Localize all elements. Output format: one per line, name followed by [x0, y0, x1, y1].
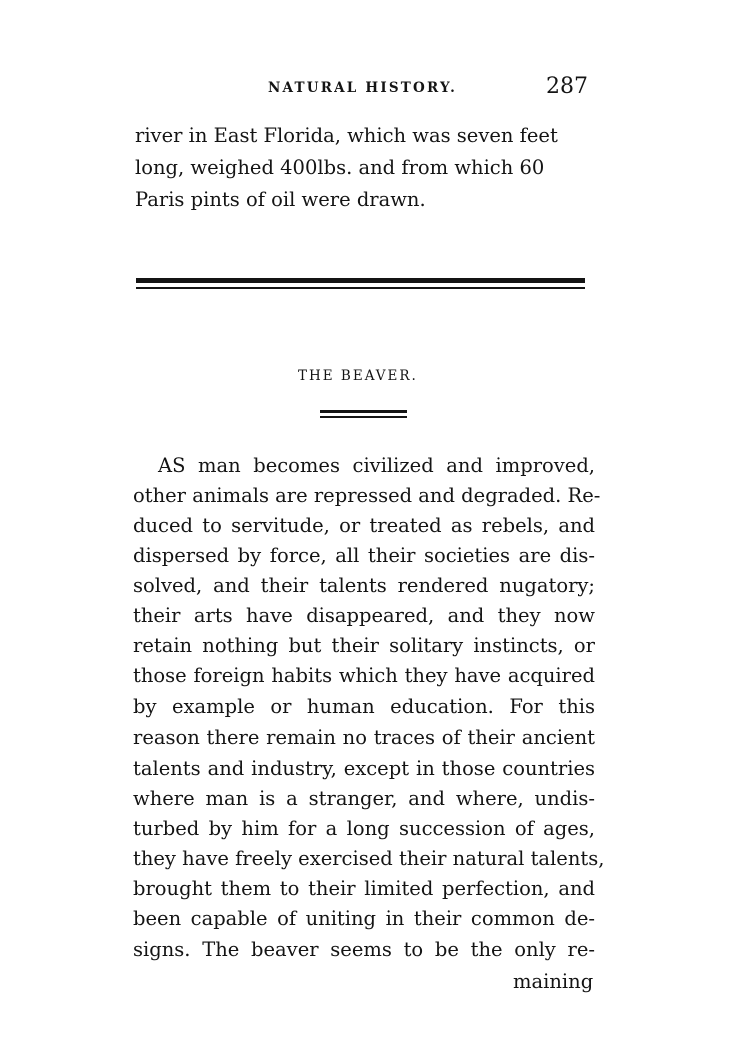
section-title: THE BEAVER.	[298, 368, 418, 384]
section-divider-thick	[136, 278, 585, 283]
paragraph-line: AS man becomes civilized and improved,	[158, 454, 595, 477]
paragraph-line: turbed by him for a long succession of ages,	[133, 817, 595, 840]
continuation-line: river in East Florida, which was seven feet	[135, 124, 558, 147]
paragraph-line: those foreign habits which they have acquired	[133, 664, 595, 687]
paragraph-line: by example or human education. For this	[133, 695, 595, 718]
title-ornament-thick	[320, 410, 407, 413]
paragraph-line: their arts have disappeared, and they now	[133, 604, 595, 627]
paragraph-line: dispersed by force, all their societies are dis-	[133, 544, 595, 567]
paragraph-line: retain nothing but their solitary instincts, or	[133, 634, 595, 657]
paragraph-line: where man is a stranger, and where, undis-	[133, 787, 595, 810]
page-number: 287	[546, 74, 588, 99]
paragraph-line: they have freely exercised their natural talents,	[133, 847, 605, 870]
paragraph-line: duced to servitude, or treated as rebels, and	[133, 514, 595, 537]
paragraph-line: solved, and their talents rendered nugatory;	[133, 574, 595, 597]
catchword: maining	[513, 970, 594, 993]
paragraph-line: reason there remain no traces of their ancient	[133, 726, 595, 749]
paragraph-line: talents and industry, except in those countries	[133, 757, 595, 780]
paragraph-line: been capable of uniting in their common de-	[133, 907, 595, 930]
continuation-line: long, weighed 400lbs. and from which 60	[135, 156, 545, 179]
running-head: NATURAL HISTORY.	[268, 80, 458, 96]
paragraph-line: other animals are repressed and degraded. Re-	[133, 484, 601, 507]
title-ornament-thin	[320, 416, 407, 418]
paragraph-line: signs. The beaver seems to be the only re-	[133, 938, 595, 961]
paragraph-line: brought them to their limited perfection, and	[133, 877, 595, 900]
continuation-line: Paris pints of oil were drawn.	[135, 188, 426, 211]
section-divider-thin	[136, 287, 585, 289]
